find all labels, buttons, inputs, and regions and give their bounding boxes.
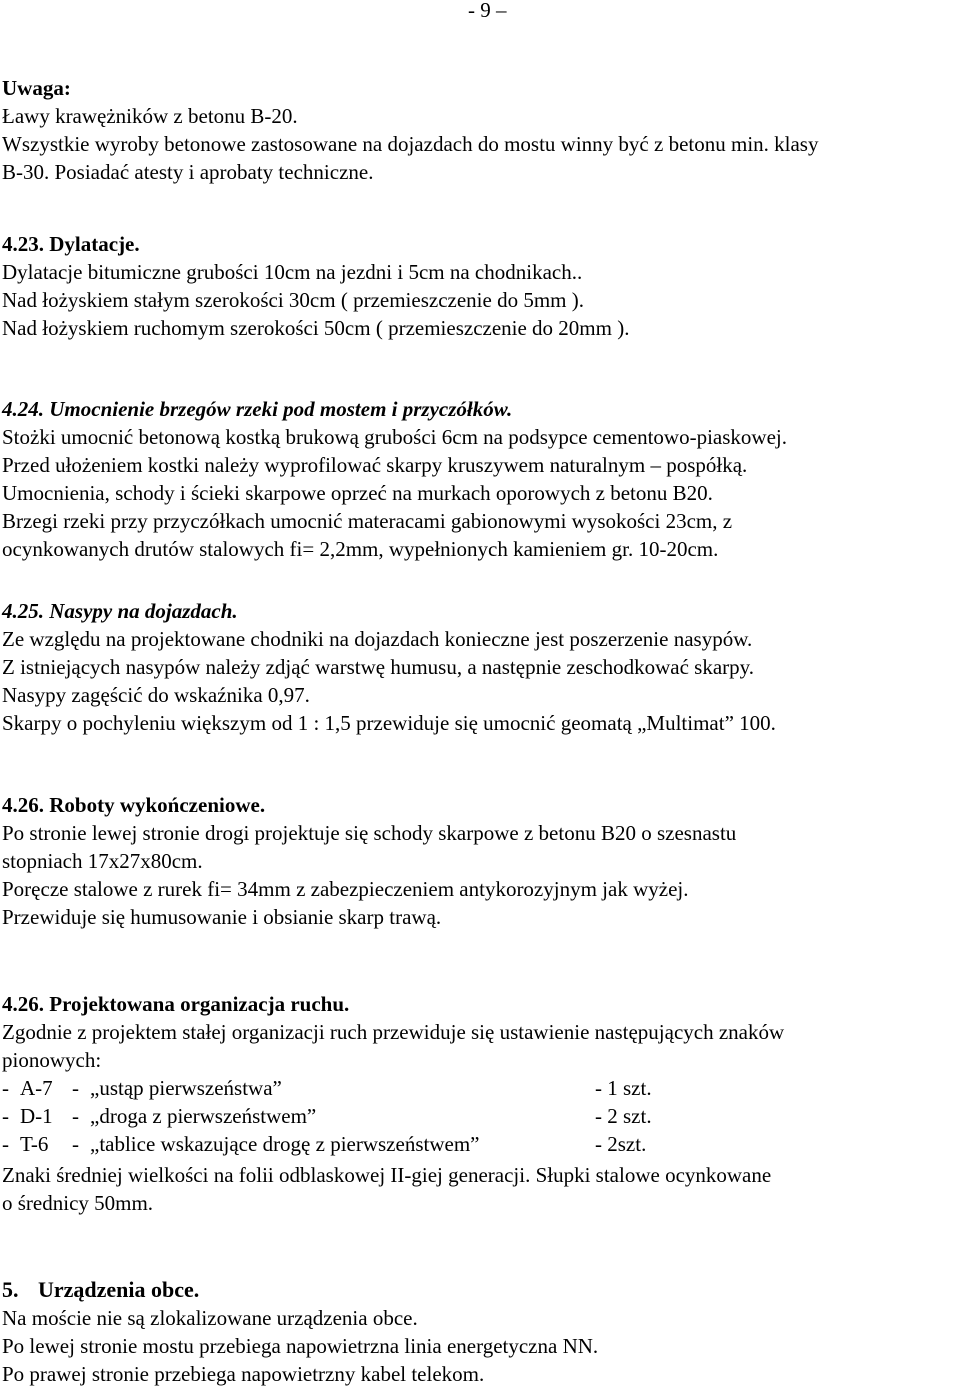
sign-code: D-1 — [20, 1104, 53, 1128]
section-line: Umocnienia, schody i ścieki skarpowe oprzeć na murkach oporowych z betonu B20. — [2, 481, 713, 505]
sign-dash: - — [2, 1132, 9, 1156]
section-heading-4-25: 4.25. Nasypy na dojazdach. — [2, 599, 238, 623]
section-line: Na moście nie są zlokalizowane urządzenia obce. — [2, 1306, 418, 1330]
section-line: Poręcze stalowe z rurek fi= 34mm z zabezpieczeniem antykorozyjnym jak wyżej. — [2, 877, 689, 901]
section-heading-4-26-roboty: 4.26. Roboty wykończeniowe. — [2, 793, 266, 817]
sign-sep: - — [72, 1104, 79, 1128]
section-heading-4-23: 4.23. Dylatacje. — [2, 232, 140, 256]
section-line: Nad łożyskiem ruchomym szerokości 50cm ( przemieszczenie do 20mm ). — [2, 316, 630, 340]
section-line: pionowych: — [2, 1048, 102, 1072]
sign-name: „ustąp pierwszeństwa” — [90, 1076, 282, 1100]
uwaga-line: Ławy krawężników z betonu B-20. — [2, 104, 298, 128]
section-line: Znaki średniej wielkości na folii odblaskowej II-giej generacji. Słupki stalowe ocynkowane — [2, 1163, 772, 1187]
section-line: Po lewej stronie mostu przebiega napowietrzna linia energetyczna NN. — [2, 1334, 599, 1358]
section-line: Po prawej stronie przebiega napowietrzny kabel telekom. — [2, 1362, 485, 1386]
sign-dash: - — [2, 1104, 9, 1128]
section-line: Przewiduje się humusowanie i obsianie skarp trawą. — [2, 905, 442, 929]
sign-name: „tablice wskazujące drogę z pierwszeństwem” — [90, 1132, 480, 1156]
section-line: Zgodnie z projektem stałej organizacji ruch przewiduje się ustawienie następujących znaków — [2, 1020, 785, 1044]
section-line: stopniach 17x27x80cm. — [2, 849, 203, 873]
section-line: Przed ułożeniem kostki należy wyprofilować skarpy kruszywem naturalnym – pospółką. — [2, 453, 748, 477]
uwaga-line: Wszystkie wyroby betonowe zastosowane na dojazdach do mostu winny być z betonu min. klasy — [2, 132, 819, 156]
sign-code: A-7 — [20, 1076, 53, 1100]
section-title: Urządzenia obce. — [38, 1277, 200, 1302]
section-line: Z istniejących nasypów należy zdjąć warstwę humusu, a następnie zeschodkować skarpy. — [2, 655, 755, 679]
section-heading-5 — [2, 1276, 199, 1304]
section-line: ocynkowanych drutów stalowych fi= 2,2mm, wypełnionych kamieniem gr. 10-20cm. — [2, 537, 719, 561]
sign-dash: - — [2, 1076, 9, 1100]
sign-qty: - 1 szt. — [595, 1076, 652, 1100]
uwaga-line: B-30. Posiadać atesty i aprobaty techniczne. — [2, 160, 374, 184]
sign-sep: - — [72, 1132, 79, 1156]
page-number: - 9 – — [468, 0, 507, 22]
section-heading-4-26-ruch: 4.26. Projektowana organizacja ruchu. — [2, 992, 350, 1016]
section-line: o średnicy 50mm. — [2, 1191, 154, 1215]
sign-qty: - 2 szt. — [595, 1104, 652, 1128]
section-heading-4-24: 4.24. Umocnienie brzegów rzeki pod mostem i przyczółków. — [2, 397, 513, 421]
sign-sep: - — [72, 1076, 79, 1100]
section-line: Dylatacje bitumiczne grubości 10cm na jezdni i 5cm na chodnikach.. — [2, 260, 583, 284]
uwaga-heading: Uwaga: — [2, 76, 71, 100]
sign-qty: - 2szt. — [595, 1132, 647, 1156]
sign-code: T-6 — [20, 1132, 49, 1156]
sign-name: „droga z pierwszeństwem” — [90, 1104, 317, 1128]
section-line: Stożki umocnić betonową kostką brukową grubości 6cm na podsypce cementowo-piaskowej. — [2, 425, 787, 449]
section-line: Nad łożyskiem stałym szerokości 30cm ( przemieszczenie do 5mm ). — [2, 288, 584, 312]
section-number: 5. — [2, 1277, 19, 1302]
section-line: Skarpy o pochyleniu większym od 1 : 1,5 przewiduje się umocnić geomatą „Multimat” 100. — [2, 711, 776, 735]
section-line: Ze względu na projektowane chodniki na dojazdach konieczne jest poszerzenie nasypów. — [2, 627, 753, 651]
section-line: Po stronie lewej stronie drogi projektuje się schody skarpowe z betonu B20 o szesnastu — [2, 821, 737, 845]
section-line: Nasypy zagęścić do wskaźnika 0,97. — [2, 683, 310, 707]
section-line: Brzegi rzeki przy przyczółkach umocnić materacami gabionowymi wysokości 23cm, z — [2, 509, 733, 533]
